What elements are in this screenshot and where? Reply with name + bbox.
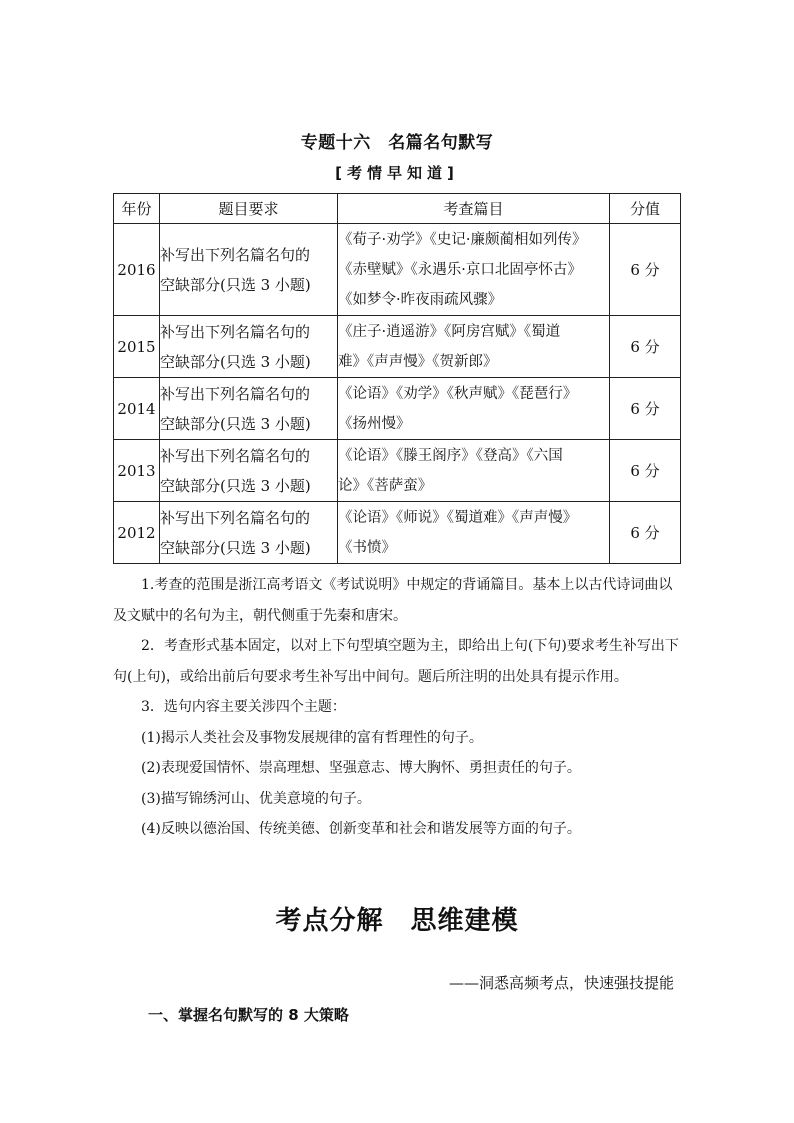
header-works: 考查篇目 bbox=[338, 194, 610, 224]
requirement-line: 补写出下列名篇名句的 bbox=[160, 508, 311, 527]
requirement-cell bbox=[160, 316, 338, 378]
works-line: 《荀子·劝学》《史记·廉颇蔺相如列传》 bbox=[338, 231, 587, 248]
year-cell: 2014 bbox=[114, 378, 160, 440]
section-title: 考点分解 思维建模 bbox=[275, 906, 519, 936]
header-year: 年份 bbox=[114, 194, 160, 224]
header-requirement: 题目要求 bbox=[160, 194, 338, 224]
works-cell bbox=[338, 440, 610, 502]
requirement-line: 补写出下列名篇名句的 bbox=[160, 322, 311, 341]
page-title: 专题十六 名篇名句默写 bbox=[300, 133, 494, 153]
notes-section bbox=[113, 570, 680, 845]
works-cell bbox=[338, 224, 610, 316]
works-line: 论》《菩萨蛮》 bbox=[338, 477, 433, 494]
requirement-line: 空缺部分(只选 3 小题) bbox=[160, 275, 311, 294]
note-paragraph: 3．选句内容主要关涉四个主题： bbox=[141, 699, 346, 715]
subheading: 一、掌握名句默写的 8 大策略 bbox=[148, 1006, 349, 1024]
requirement-cell bbox=[160, 224, 338, 316]
exam-table bbox=[113, 193, 681, 564]
requirement-line: 空缺部分(只选 3 小题) bbox=[160, 476, 311, 495]
works-line: 难》《声声慢》《贺新郎》 bbox=[338, 353, 498, 370]
theme-item: (2)表现爱国情怀、崇高理想、坚强意志、博大胸怀、勇担责任的句子。 bbox=[141, 760, 581, 776]
score-cell: 6 分 bbox=[610, 224, 681, 316]
table-row bbox=[114, 316, 681, 378]
table-row bbox=[114, 440, 681, 502]
works-line: 《赤壁赋》《永遇乐·京口北固亭怀古》 bbox=[338, 261, 582, 278]
note-paragraph: 1.考查的范围是浙江高考语文《考试说明》中规定的背诵篇目。基本上以古代诗词曲以及文赋中的名句为主，朝代侧重于先秦和唐宋。 bbox=[113, 577, 673, 624]
works-cell bbox=[338, 378, 610, 440]
requirement-line: 空缺部分(只选 3 小题) bbox=[160, 414, 311, 433]
score-cell: 6 分 bbox=[610, 378, 681, 440]
works-line: 《论语》《滕王阁序》《登高》《六国 bbox=[338, 447, 563, 464]
theme-item: (3)描写锦绣河山、优美意境的句子。 bbox=[141, 790, 371, 807]
works-line: 《论语》《劝学》《秋声赋》《琵琶行》 bbox=[338, 385, 578, 402]
table-row bbox=[114, 224, 681, 316]
works-line: 《庄子·逍遥游》《阿房宫赋》《蜀道 bbox=[338, 323, 561, 340]
slogan: ——洞悉高频考点，快速强技提能 bbox=[448, 974, 674, 992]
header-score: 分值 bbox=[610, 194, 681, 224]
requirement-line: 补写出下列名篇名句的 bbox=[160, 446, 311, 465]
table-header-row bbox=[114, 194, 681, 224]
requirement-cell bbox=[160, 440, 338, 502]
works-line: 《论语》《师说》《蜀道难》《声声慢》 bbox=[338, 509, 578, 526]
works-line: 《如梦令·昨夜雨疏风骤》 bbox=[338, 291, 503, 308]
year-cell: 2016 bbox=[114, 224, 160, 316]
requirement-line: 空缺部分(只选 3 小题) bbox=[160, 538, 311, 557]
note-paragraph: 2．考查形式基本固定，以对上下句型填空题为主，即给出上句(下句)要求考生补写出下句(上句)，或给出前后句要求考生补写出中间句。题后所注明的出处具有提示作用。 bbox=[113, 638, 679, 685]
year-cell: 2015 bbox=[114, 316, 160, 378]
works-line: 《书愤》 bbox=[338, 539, 396, 556]
requirement-line: 空缺部分(只选 3 小题) bbox=[160, 352, 311, 371]
year-cell: 2013 bbox=[114, 440, 160, 502]
works-line: 《扬州慢》 bbox=[338, 415, 411, 432]
requirement-cell bbox=[160, 502, 338, 564]
works-cell bbox=[338, 316, 610, 378]
theme-item: (4)反映以德治国、传统美德、创新变革和社会和谐发展等方面的句子。 bbox=[141, 821, 581, 837]
table-row bbox=[114, 378, 681, 440]
works-cell bbox=[338, 502, 610, 564]
requirement-line: 补写出下列名篇名句的 bbox=[160, 384, 311, 403]
section-tag: [考情早知道] bbox=[335, 164, 459, 182]
requirement-line: 补写出下列名篇名句的 bbox=[160, 245, 311, 264]
score-cell: 6 分 bbox=[610, 440, 681, 502]
score-cell: 6 分 bbox=[610, 502, 681, 564]
score-cell: 6 分 bbox=[610, 316, 681, 378]
table-row bbox=[114, 502, 681, 564]
requirement-cell bbox=[160, 378, 338, 440]
theme-item: (1)揭示人类社会及事物发展规律的富有哲理性的句子。 bbox=[141, 729, 483, 746]
year-cell: 2012 bbox=[114, 502, 160, 564]
